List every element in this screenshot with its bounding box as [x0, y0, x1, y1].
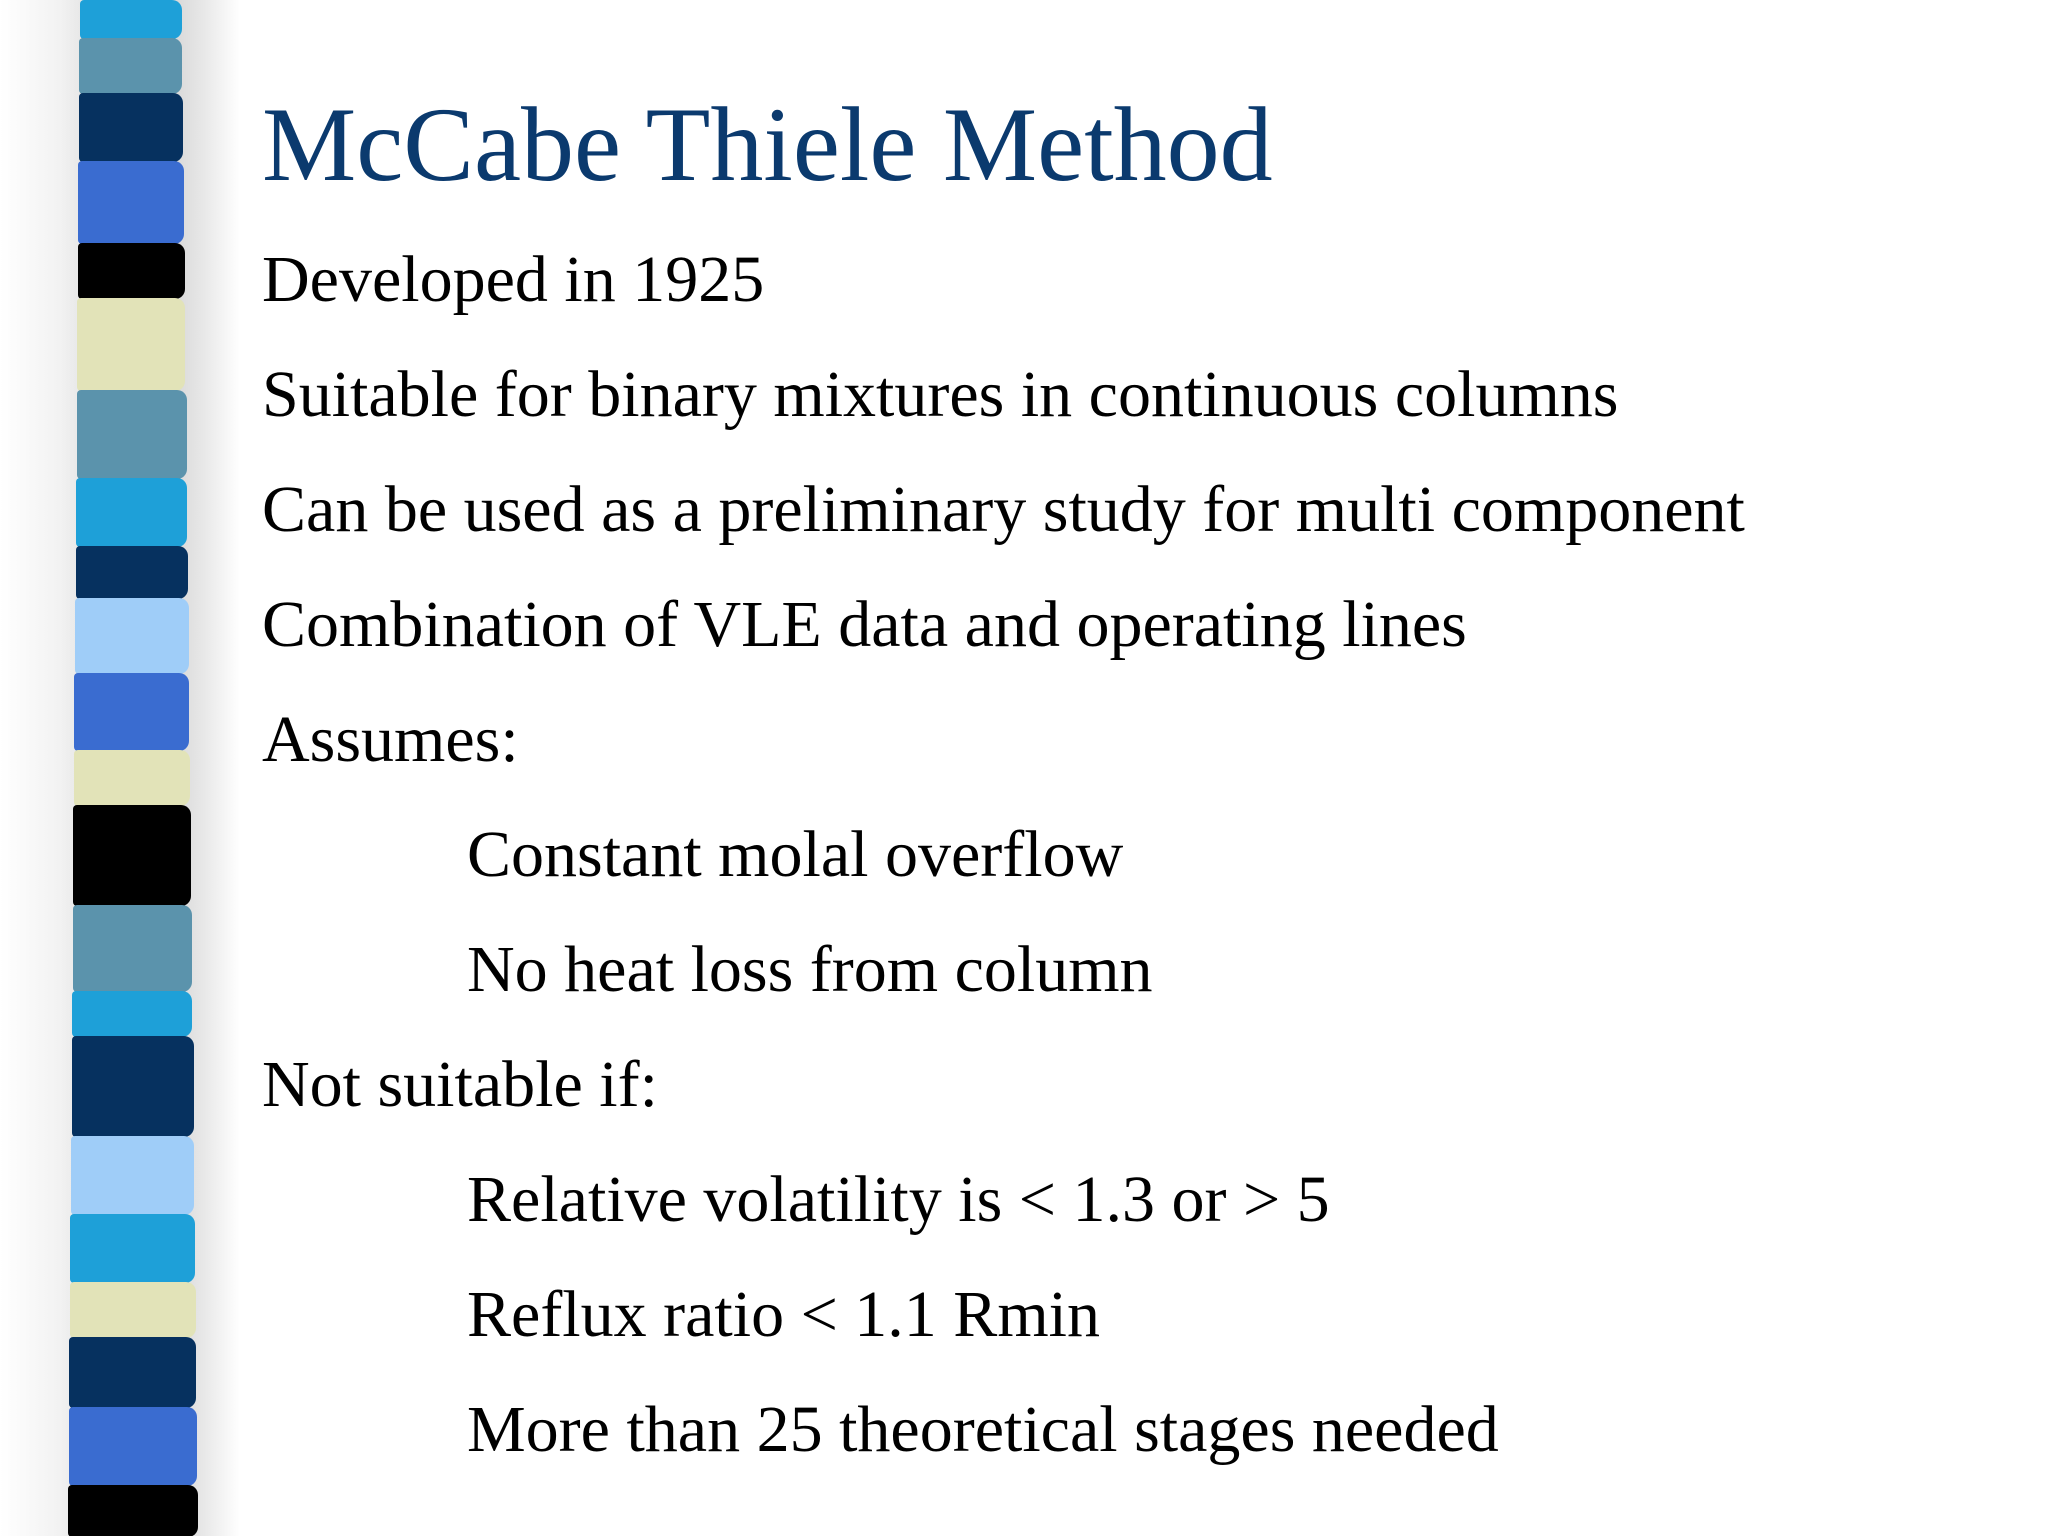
bullet-not-suitable: Not suitable if: [262, 1048, 658, 1121]
sub-bullet-relative-volatility: Relative volatility is < 1.3 or > 5 [467, 1163, 1330, 1236]
decorative-stripe [76, 546, 188, 599]
decorative-stripe [80, 0, 182, 39]
decorative-stripe [69, 1337, 196, 1408]
decorative-stripe [72, 991, 192, 1037]
decorative-stripe [74, 750, 190, 806]
slide-title: McCabe Thiele Method [262, 86, 1273, 203]
decorative-stripe [76, 478, 187, 547]
bullet-preliminary-study: Can be used as a preliminary study for multi component [262, 473, 1745, 546]
sub-bullet-reflux-ratio: Reflux ratio < 1.1 Rmin [467, 1278, 1100, 1351]
decorative-stripe [69, 1407, 197, 1486]
sub-bullet-constant-molal: Constant molal overflow [467, 818, 1124, 891]
decorative-stripe [68, 1485, 198, 1536]
decorative-stripe [73, 905, 192, 992]
decorative-stripe [75, 598, 189, 674]
bullet-vle-data: Combination of VLE data and operating lines [262, 588, 1467, 661]
decorative-stripe [77, 390, 187, 479]
decorative-stripe [77, 298, 185, 391]
bullet-developed: Developed in 1925 [262, 243, 765, 316]
decorative-stripe [78, 161, 184, 244]
decorative-stripe [71, 1136, 194, 1215]
decorative-stripe [78, 243, 185, 299]
decorative-stripe [74, 673, 189, 751]
decorative-stripe [79, 93, 183, 162]
sub-bullet-no-heat-loss: No heat loss from column [467, 933, 1153, 1006]
decorative-stripe [73, 805, 191, 906]
bullet-assumes: Assumes: [262, 703, 519, 776]
decorative-stripe [70, 1282, 196, 1338]
decorative-stripe-bar [0, 0, 240, 1536]
sub-bullet-theoretical-stages: More than 25 theoretical stages needed [467, 1393, 1499, 1466]
bullet-binary-mixtures: Suitable for binary mixtures in continuous columns [262, 358, 1619, 431]
decorative-stripe [70, 1214, 195, 1283]
decorative-stripe [72, 1036, 194, 1137]
decorative-stripe [79, 38, 182, 94]
